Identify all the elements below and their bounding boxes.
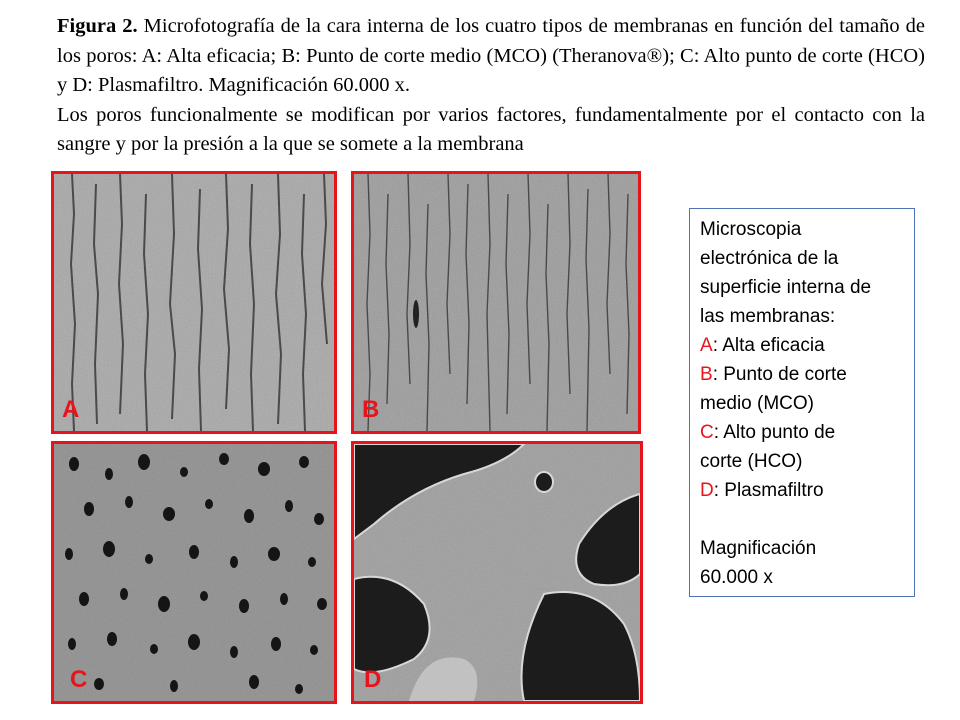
figure-label: Figura 2. — [57, 15, 138, 37]
legend-text-a: : Alta eficacia — [712, 335, 825, 356]
micrograph-a-image — [54, 174, 334, 431]
figure-text: Microfotografía de la cara interna de los cuatro tipos de membranas en función del tamaño de los poros: A: Alta eficacia; B: Punto de corte medio (MCO) (Theranova®); C: Alto punto de corte (HCO) y D: Plasmafiltro. Magnificación 60.000 x. — [57, 15, 925, 96]
micrograph-d — [351, 441, 643, 704]
legend-letter-c: C — [700, 422, 714, 443]
panel-letter-c: C — [70, 666, 88, 693]
legend-letter-a: A — [700, 335, 713, 356]
magnification-value: 60.000 x — [700, 567, 773, 588]
magnification-label: Magnificación — [700, 538, 817, 559]
legend-text-c: : Alto punto de — [713, 422, 836, 443]
legend-text-b: : Punto de corte — [712, 364, 847, 385]
caption-note: Los poros funcionalmente se modifican por varios factores, fundamentalmente por el contacto con la sangre y por la presión a la que se somete a la membrana — [57, 103, 925, 155]
legend-intro-3: superficie interna de — [700, 277, 872, 298]
legend-letter-b: B — [700, 364, 713, 385]
legend-spacer — [700, 505, 904, 534]
micrograph-c — [51, 441, 337, 704]
micrograph-b-image — [354, 174, 638, 431]
legend-item-a — [700, 331, 904, 360]
micrograph-b — [351, 171, 641, 434]
legend-intro-1: Microscopia — [700, 219, 802, 240]
legend-item-c — [700, 418, 904, 447]
panel-letter-d: D — [364, 666, 382, 693]
panel-letter-b: B — [362, 396, 380, 423]
legend-intro-4: las membranas: — [700, 306, 836, 327]
micrograph-d-image — [354, 444, 640, 701]
panel-letter-a: A — [62, 396, 80, 423]
legend-letter-d: D — [700, 480, 714, 501]
legend-intro-2: electrónica de la — [700, 248, 839, 269]
legend-item-b — [700, 360, 904, 389]
caption-main — [57, 12, 925, 101]
legend-text-d: : Plasmafiltro — [713, 480, 824, 501]
legend-item-d — [700, 476, 904, 505]
figure-caption — [57, 12, 925, 160]
legend-text-c-2: corte (HCO) — [700, 451, 803, 472]
micrograph-c-image — [54, 444, 334, 701]
legend-box — [689, 208, 915, 597]
micrograph-a — [51, 171, 337, 434]
legend-text-b-2: medio (MCO) — [700, 393, 815, 414]
